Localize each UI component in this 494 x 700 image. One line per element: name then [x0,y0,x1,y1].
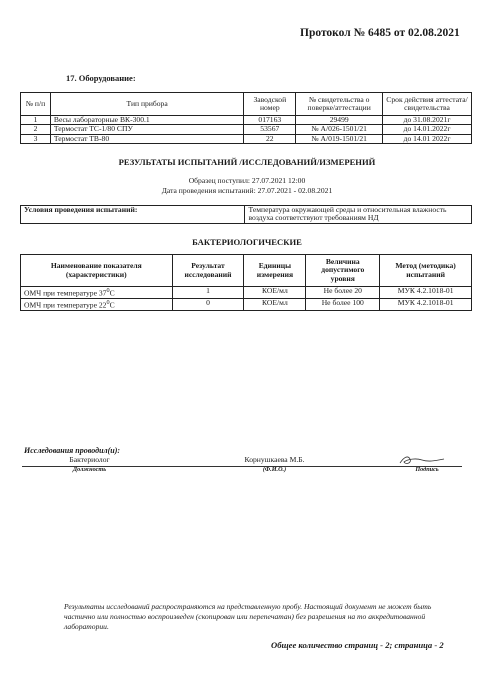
results-header: РЕЗУЛЬТАТЫ ИСПЫТАНИЙ /ИССЛЕДОВАНИЙ/ИЗМЕРЕНИЙ [118,157,376,167]
equipment-table [20,92,472,144]
equipment-header-row [21,93,472,116]
eq-cell-type: Весы лабораторные ВК-300.1 [50,116,243,125]
res-cell-limit: Не более 20 [306,287,380,299]
name-value: Корнушкаева М.Б. [244,455,305,464]
table-row [21,125,472,134]
eq-cell-number: 2 [21,125,51,134]
page-count: Общее количество страниц - 2; страница - 2 [271,640,444,650]
res-degree: 0 [106,298,110,306]
eq-cell-number: 3 [21,134,51,143]
table-row [21,134,472,143]
res-cell-method: МУК 4.2.1018-01 [380,287,472,299]
eq-cell-number: 1 [21,116,51,125]
res-cell-unit: КОЕ/мл [244,298,306,310]
res-cell-method: МУК 4.2.1018-01 [380,298,472,310]
eq-col-number: № п/п [21,93,51,116]
eq-col-certificate: № свидетельства о поверке/аттестации [296,93,383,116]
res-cell-unit: КОЕ/мл [244,287,306,299]
test-dates: Дата проведения испытаний: 27.07.2021 - 02.08.2021 [161,186,333,195]
conditions-label: Условия проведения испытаний: [21,206,245,224]
res-name-unit: С [109,288,115,298]
res-name-text: ОМЧ при температуре 22 [24,300,107,310]
res-col-method: Метод (методика) испытаний [380,255,472,287]
res-cell-name [21,287,173,299]
table-row [21,298,472,310]
table-row [21,206,472,224]
handwritten-signature [392,453,462,466]
res-name-text: ОМЧ при температуре 37 [24,288,107,298]
footer-disclaimer: Результаты исследований распространяются на представленную пробу. Настоящий документ не может быть частично или полностью воспроизведен (скопирован или перепечатан) без разрешения на то аккредитованной лаборатории. [64,602,432,631]
eq-cell-serial: 53567 [244,125,296,134]
protocol-title: Протокол № 6485 от 02.08.2021 [300,27,460,39]
eq-cell-validity: до 14.01 2022г [383,134,472,143]
res-cell-limit: Не более 100 [306,298,380,310]
res-degree: 0 [106,287,110,294]
sample-received: Образец поступил: 27.07.2021 12:00 [188,176,306,185]
name-caption: (Ф.И.О.) [262,466,287,473]
eq-cell-validity: до 14.01.2022г [383,125,472,134]
position-value: Бактериолог [69,455,110,464]
eq-cell-type: Термостат ТВ-80 [50,134,243,143]
eq-col-type: Тип прибора [50,93,243,116]
res-name-unit: С [109,300,115,310]
res-col-name: Наименование показателя (характеристики) [21,255,173,287]
bacteriological-title: БАКТЕРИОЛОГИЧЕСКИЕ [192,237,302,247]
table-row [21,287,472,299]
eq-cell-certificate: № А/026-1501/21 [296,125,383,134]
conditions-value: Температура окружающей среды и относительная влажность воздуха соответствуют требованиям НД [245,206,472,224]
eq-col-validity: Срок действия аттестата/свидетельства [383,93,472,116]
results-table [20,254,472,311]
eq-cell-type: Термостат ТС-1/80 СПУ [50,125,243,134]
eq-col-serial: Заводской номер [244,93,296,116]
equipment-section-title: 17. Оборудование: [66,73,136,83]
eq-cell-validity: до 31.08.2021г [383,116,472,125]
position-caption: Должность [72,466,107,473]
results-header-row [21,255,472,287]
conducted-by-label: Исследования проводил(и): [24,446,121,455]
eq-cell-certificate: 29499 [296,116,383,125]
eq-cell-certificate: № А/019-1501/21 [296,134,383,143]
conditions-table [20,205,472,224]
res-cell-result: 1 [172,287,244,299]
res-cell-name [21,298,173,310]
eq-cell-serial: 017163 [244,116,296,125]
eq-cell-serial: 22 [244,134,296,143]
res-col-unit: Единицы измерения [244,255,306,287]
res-col-result: Результат исследований [172,255,244,287]
res-cell-result: 0 [172,298,244,310]
signature-caption: Подпись [415,466,439,473]
res-col-limit: Величина допустимого уровня [306,255,380,287]
